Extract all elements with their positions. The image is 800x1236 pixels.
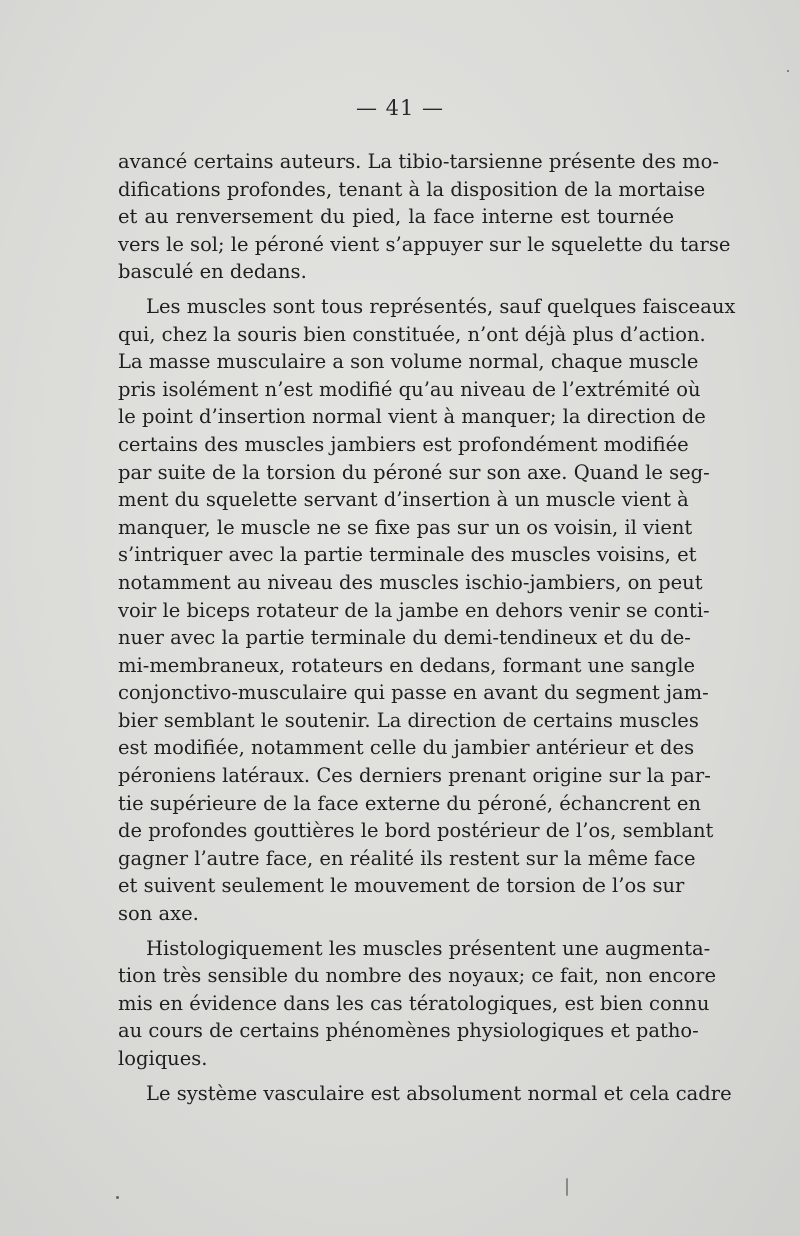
text-line: bier semblant le soutenir. La direction de certains muscles (118, 708, 699, 732)
page-number: — 41 — (355, 96, 445, 120)
text-line: notamment au niveau des muscles ischio-jambiers, on peut (118, 570, 703, 594)
text-line: nuer avec la partie terminale du demi-tendineux et du de- (118, 626, 691, 650)
text-line: tie supérieure de la face externe du péroné, échancrent en (118, 791, 701, 815)
text-line: manquer, le muscle ne se fixe pas sur un os voisin, il vient (118, 515, 693, 539)
paper-speck (116, 1196, 119, 1199)
text-line: certains des muscles jambiers est profondément modifiée (118, 432, 689, 456)
text-line: s’intriquer avec la partie terminale des muscles voisins, et (118, 543, 697, 567)
text-line: mis en évidence dans les cas tératologiques, est bien connu (118, 991, 710, 1015)
text-line: voir le biceps rotateur de la jambe en dehors venir se conti- (118, 598, 710, 622)
text-line: La masse musculaire a son volume normal, chaque muscle (118, 350, 699, 374)
text-line: le point d’insertion normal vient à manquer; la direction de (118, 405, 706, 429)
text-line: logiques. (118, 1047, 208, 1070)
text-line: Histologiquement les muscles présentent une augmenta- (146, 936, 711, 960)
text-line: pris isolément n’est modifié qu’au niveau de l’extrémité où (118, 377, 701, 401)
text-line: par suite de la torsion du péroné sur son axe. Quand le seg- (118, 460, 710, 484)
paragraph (118, 1080, 732, 1108)
text-line: gagner l’autre face, en réalité ils restent sur la même face (118, 846, 696, 870)
paragraph-gap (118, 286, 674, 293)
text-line: vers le sol; le péroné vient s’appuyer sur le squelette du tarse (118, 232, 731, 256)
text-line: Le système vasculaire est absolument normal et cela cadre (146, 1081, 732, 1105)
text-line: mi-membraneux, rotateurs en dedans, formant une sangle (118, 653, 695, 677)
text-line: péroniens latéraux. Ces derniers prenant origine sur la par- (118, 764, 711, 788)
text-line: avancé certains auteurs. La tibio-tarsienne présente des mo- (118, 150, 719, 173)
paragraph (118, 935, 716, 1073)
text-line: qui, chez la souris bien constituée, n’ont déjà plus d’action. (118, 322, 706, 346)
text-line: ment du squelette servant d’insertion à un muscle vient à (118, 488, 689, 512)
text-line: est modifiée, notamment celle du jambier antérieur et des (118, 736, 695, 760)
text-line: Les muscles sont tous représentés, sauf quelques faisceaux (146, 294, 736, 318)
paragraph-gap (118, 928, 674, 935)
text-line: au cours de certains phénomènes physiologiques et patho- (118, 1019, 699, 1043)
text-line: basculé en dedans. (118, 260, 307, 284)
paper-speck (787, 70, 789, 72)
text-line: son axe. (118, 902, 199, 926)
body-text (118, 148, 736, 1107)
text-line: et au renversement du pied, la face interne est tournée (118, 205, 674, 229)
text-line: conjonctivo-musculaire qui passe en avant du segment jam- (118, 681, 709, 705)
paper-speck (566, 1178, 568, 1196)
paragraph (118, 148, 731, 286)
text-line: difications profondes, tenant à la disposition de la mortaise (118, 177, 706, 201)
text-line: de profondes gouttières le bord postérieur de l’os, semblant (118, 819, 714, 843)
paragraph (118, 293, 736, 928)
text-line: tion très sensible du nombre des noyaux; ce fait, non encore (118, 964, 716, 988)
paragraph-gap (118, 1073, 674, 1080)
text-line: et suivent seulement le mouvement de torsion de l’os sur (118, 874, 685, 898)
